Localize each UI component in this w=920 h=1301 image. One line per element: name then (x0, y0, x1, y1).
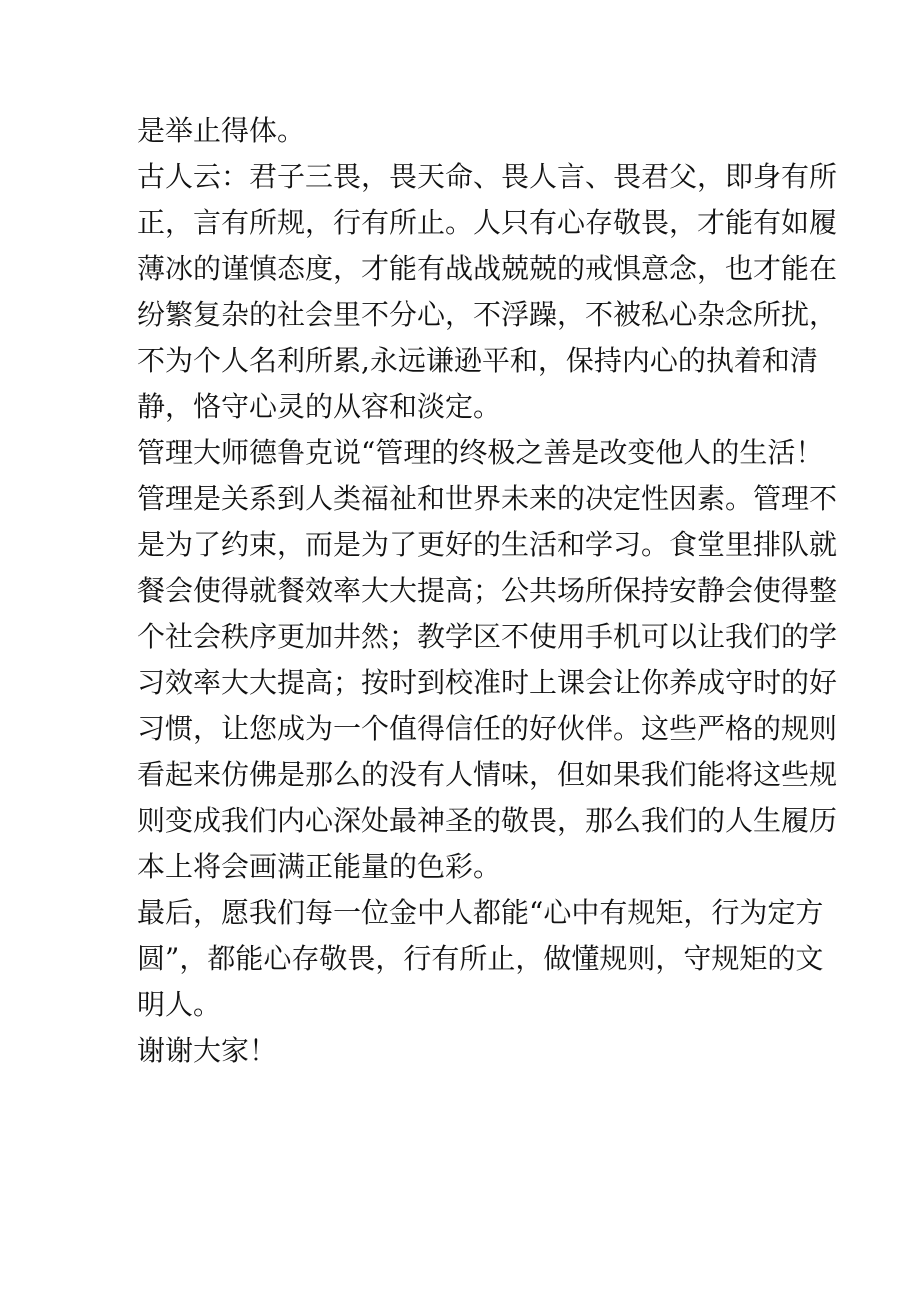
text-line: 餐会使得就餐效率大大提高；公共场所保持安静会使得整 (137, 574, 838, 607)
text-line: 静，恪守心灵的从容和淡定。 (137, 390, 502, 423)
text-line: 不为个人名利所累,永远谦逊平和，保持内心的执着和清 (137, 344, 818, 377)
text-line: 习效率大大提高；按时到校准时上课会让你养成守时的好 (137, 666, 838, 699)
text-line: 纷繁复杂的社会里不分心，不浮躁，不被私心杂念所扰， (137, 298, 838, 331)
text-line: 正，言有所规，行有所止。人只有心存敬畏，才能有如履 (137, 206, 838, 239)
text-line: 本上将会画满正能量的色彩。 (137, 850, 502, 883)
text-line: 薄冰的谨慎态度，才能有战战兢兢的戒惧意念，也才能在 (137, 252, 838, 285)
text-line: 明人。 (137, 988, 222, 1021)
text-line: 管理大师德鲁克说“管理的终极之善是改变他人的生活！ (137, 436, 824, 469)
text-line: 古人云：君子三畏，畏天命、畏人言、畏君父，即身有所 (137, 160, 838, 193)
text-line: 则变成我们内心深处最神圣的敬畏，那么我们的人生履历 (137, 804, 838, 837)
text-line: 看起来仿佛是那么的没有人情味，但如果我们能将这些规 (137, 758, 838, 791)
text-line: 习惯，让您成为一个值得信任的好伙伴。这些严格的规则 (137, 712, 838, 745)
text-line: 个社会秩序更加井然；教学区不使用手机可以让我们的学 (137, 620, 838, 653)
document-body (137, 108, 838, 1074)
text-line: 谢谢大家！ (137, 1034, 278, 1067)
text-line: 圆”，都能心存敬畏，行有所止，做懂规则，守规矩的文 (137, 942, 824, 975)
text-line: 是为了约束，而是为了更好的生活和学习。食堂里排队就 (137, 528, 838, 561)
text-line: 最后，愿我们每一位金中人都能“心中有规矩，行为定方 (137, 896, 824, 929)
text-line: 管理是关系到人类福祉和世界未来的决定性因素。管理不 (137, 482, 838, 515)
text-line: 是举止得体。 (137, 114, 306, 147)
